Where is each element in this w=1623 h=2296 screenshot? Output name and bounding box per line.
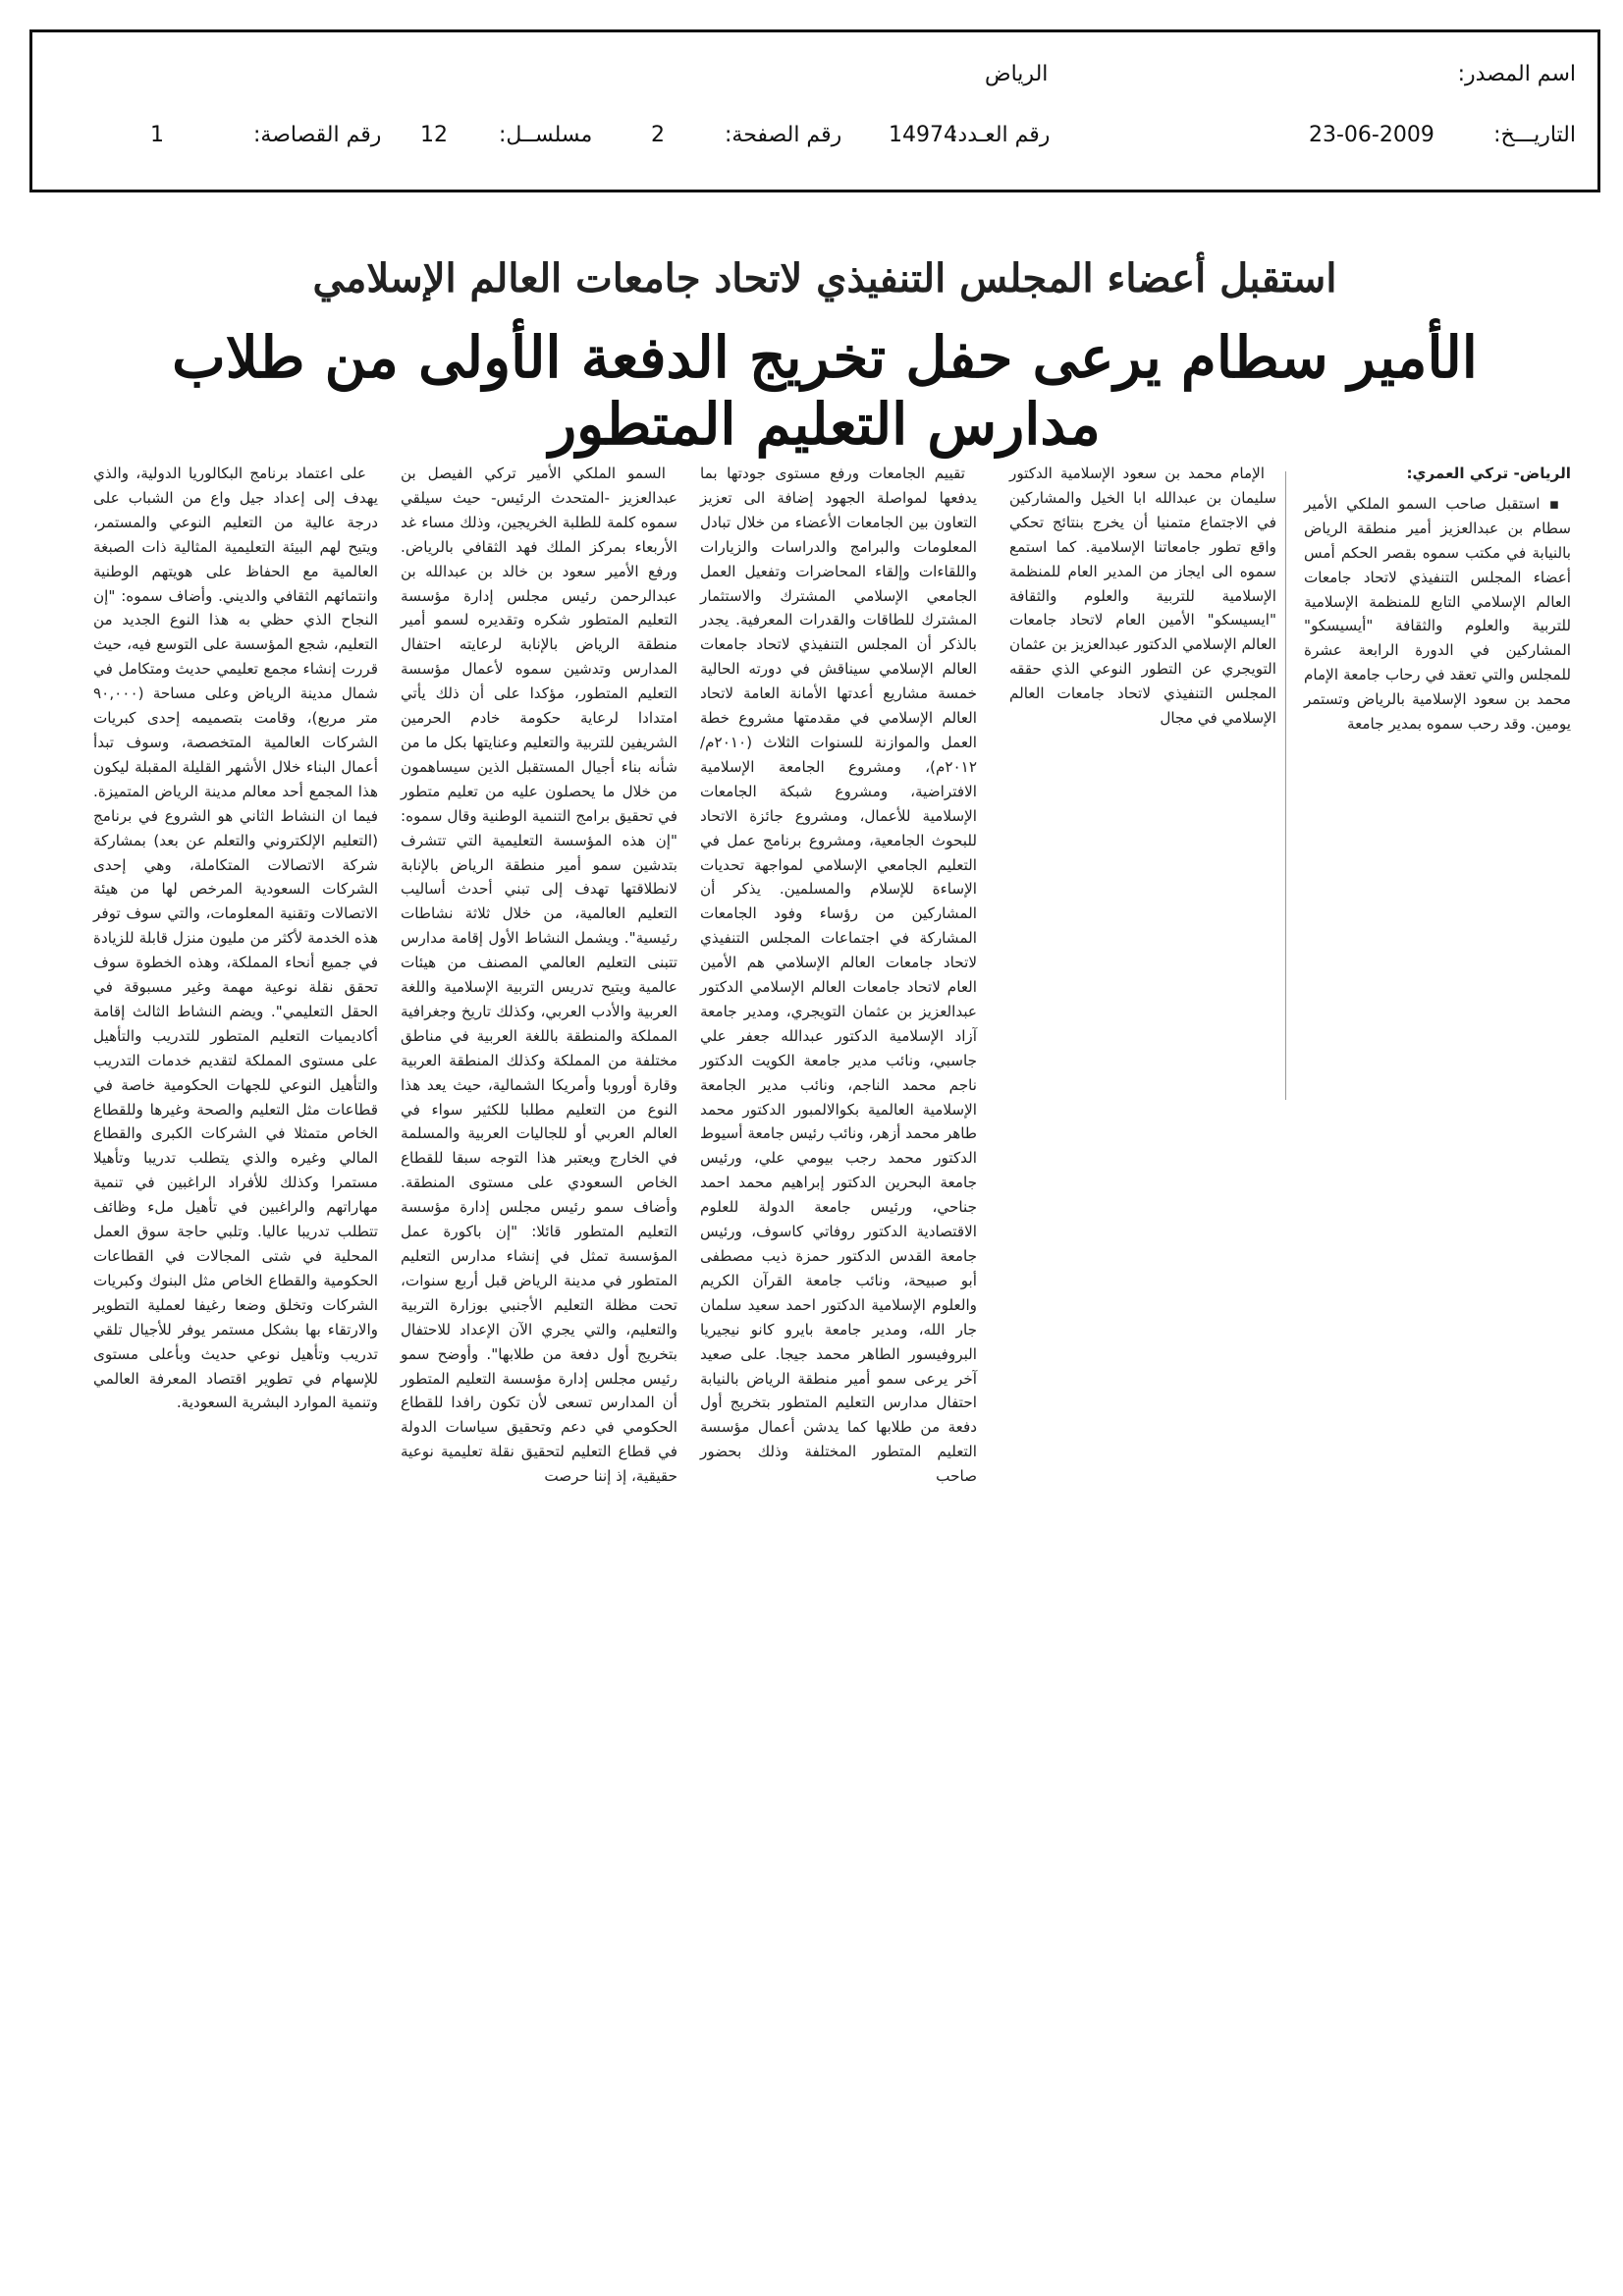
issue-label: رقم العـدد: — [950, 123, 1051, 147]
article-column-1 — [1304, 462, 1571, 737]
article-headline: الأمير سطام يرعى حفل تخريج الدفعة الأولى من طلاب مدارس التعليم المتطور — [172, 324, 1478, 458]
page-value: 2 — [651, 123, 665, 147]
column-text: ▪ استقبل صاحب السمو الملكي الأمير سطام بن عبدالعزيز أمير منطقة الرياض بالنيابة في مكتب سموه بقصر الحكم أمس أعضاء المجلس التنفيذي لاتحاد جامعات العالم الإسلامي التابع للمنظمة الإسلامية للتربية والعلوم والثقافة "أيسيسكو" المشاركين في الدورة الرابعة عشرة للمجلس والتي تعقد في رحاب جامعة الإمام محمد بن سعود الإسلامية بالرياض وتستمر يومين. وقد رحب سموه بمدير جامعة — [1304, 494, 1571, 734]
article-column-5 — [93, 462, 378, 1415]
byline: الرياض- تركي العمري: — [1406, 465, 1571, 482]
column-divider — [1285, 471, 1286, 1100]
date-value: 23-06-2009 — [1309, 123, 1434, 147]
serial-label: مسلســل: — [499, 123, 593, 147]
serial-value: 12 — [420, 123, 448, 147]
source-value: الرياض — [985, 62, 1049, 86]
column-text: السمو الملكي الأمير تركي الفيصل بن عبدالعزيز -المتحدث الرئيس- حيث سيلقي سموه كلمة للطلبة الخريجين، وذلك مساء غد الأربعاء بمركز الملك فهد الثقافي بالرياض. ورفع الأمير سعود بن خالد بن عبدالله بن عبدالرحمن رئيس مجلس إدارة مؤسسة التعليم المتطور شكره وتقديره لسمو أمير منطقة الرياض بالإنابة لرعايته احتفال المدارس وتدشين سموه لأعمال مؤسسة التعليم المتطور، مؤكدا على أن ذلك يأتي امتدادا لرعاية حكومة خادم الحرمين الشريفين للتربية والتعليم وعنايتها بكل ما من شأنه بناء أجيال المستقبل الذين سيساهمون من خلال ما يحصلون عليه من تعليم متطور في تحقيق برامج التنمية الوطنية وقال سموه: "إن هذه المؤسسة التعليمية التي تتشرف بتدشين سمو أمير منطقة الرياض بالإنابة لانطلاقتها تهدف إلى تبني أحدث أساليب التعليم العالمية، من خلال ثلاثة نشاطات رئيسية". ويشمل النشاط الأول إقامة مدارس تتبنى التعليم العالمي المصنف من هيئات عالمية ويتيح تدريس التربية الإسلامية واللغة العربية والأدب العربي، وكذلك تاريخ وجغرافية المملكة والمنطقة باللغة العربية في مناطق مختلفة من المملكة وكذلك المنطقة العربية وقارة أوروبا وأمريكا الشمالية، حيث يعد هذا النوع من التعليم مطلبا للكثير سواء في العالم العربي أو للجاليات العربية والمسلمة في الخارج ويعتبر هذا التوجه سبقا للقطاع الخاص السعودي على مستوى المنطقة. وأضاف سمو رئيس مجلس إدارة مؤسسة التعليم المتطور قائلا: "إن باكورة عمل المؤسسة تمثل في إنشاء مدارس التعليم المتطور في مدينة الرياض قبل أربع سنوات، تحت مظلة التعليم الأجنبي بوزارة التربية والتعليم، والتي يجري الآن الإعداد للاحتفال بتخريج أول دفعة من طلابها". وأوضح سمو رئيس مجلس إدارة مؤسسة التعليم المتطور أن المدارس تسعى لأن تكون رافدا للقطاع الحكومي في دعم وتحقيق سياسات الدولة في قطاع التعليم لتحقيق نقلة تعليمية نوعية حقيقية، إذ إننا حرصت — [401, 465, 677, 1486]
issue-value: 14974 — [889, 123, 957, 147]
clip-value: 1 — [150, 123, 164, 147]
clip-label: رقم القصاصة: — [253, 123, 382, 147]
article-column-4 — [401, 462, 677, 1489]
column-text: تقييم الجامعات ورفع مستوى جودتها بما يدفعها لمواصلة الجهود إضافة الى تعزيز التعاون بين الجامعات الأعضاء من خلال تبادل المعلومات والبرامج والدراسات والزيارات واللقاءات وإلقاء المحاضرات وتفعيل العمل الجامعي الإسلامي المشترك والاستثمار المشترك للطاقات والقدرات المعرفية. يجدر بالذكر أن المجلس التنفيذي لاتحاد جامعات العالم الإسلامي سيناقش في دورته الحالية خمسة مشاريع أعدتها الأمانة العامة لاتحاد العالم الإسلامي في مقدمتها مشروع خطة العمل والموازنة للسنوات الثلاث (٢٠١٠م/٢٠١٢م)، ومشروع الجامعة الإسلامية الافتراضية، ومشروع شبكة الجامعات الإسلامية للأعمال، ومشروع جائزة الاتحاد للبحوث الجامعية، ومشروع برنامج عمل في التعليم الجامعي الإسلامي لمواجهة تحديات الإساءة للإسلام والمسلمين. يذكر أن المشاركين من رؤساء وفود الجامعات المشاركة في اجتماعات المجلس التنفيذي لاتحاد جامعات العالم الإسلامي هم الأمين العام لاتحاد جامعات العالم الإسلامي الدكتور عبدالعزيز بن عثمان التويجري، ومدير جامعة آزاد الإسلامية الدكتور عبدالله جعفر علي جاسبي، ونائب مدير جامعة الكويت الدكتور ناجم محمد الناجم، ونائب مدير الجامعة الإسلامية العالمية بكوالالمبور الدكتور محمد طاهر محمد أزهر، ونائب رئيس جامعة أسيوط الدكتور محمد رجب بيومي علي، ورئيس جامعة البحرين الدكتور إبراهيم محمد احمد جناحي، ورئيس جامعة الدولة للعلوم الاقتصادية الدكتور روفاتي كاسوف، ورئيس جامعة القدس الدكتور حمزة ذيب مصطفى أبو صبيحة، ونائب جامعة القرآن الكريم والعلوم الإسلامية الدكتور احمد سعيد سلمان جار الله، ومدير جامعة بايرو كانو نيجيريا البروفيسور الطاهر محمد جيجا. على صعيد آخر يرعى سمو أمير منطقة الرياض بالنيابة احتفال مدارس التعليم المتطور بتخريج أول دفعة من طلابها كما يدشن أعمال مؤسسة التعليم المتطور المختلفة وذلك بحضور صاحب — [700, 465, 977, 1486]
column-text: على اعتماد برنامج البكالوريا الدولية، والذي يهدف إلى إعداد جيل واع من الشباب على درجة عالية من التعليم النوعي والمستمر، ويتيح لهم البيئة التعليمية المثالية ذات الصبغة العالمية مع الحفاظ على هويتهم الوطنية وانتمائهم الثقافي والديني. وأضاف سموه: "إن النجاح الذي حظي به هذا النوع الجديد من التعليم، شجع المؤسسة على التوسع فيه، حيث قررت إنشاء مجمع تعليمي حديث ومتكامل في شمال مدينة الرياض وعلى مساحة (٩٠,٠٠٠ متر مربع)، وقامت بتصميمه إحدى كبريات الشركات العالمية المتخصصة، وسوف تبدأ أعمال البناء خلال الأشهر القليلة المقبلة ليكون هذا المجمع أحد معالم مدينة الرياض المتميزة. فيما ان النشاط الثاني هو الشروع في برنامج (التعليم الإلكتروني والتعلم عن بعد) بمشاركة شركة الاتصالات المتكاملة، وهي إحدى الشركات السعودية المرخص لها من هيئة الاتصالات وتقنية المعلومات، والتي سوف توفر هذه الخدمة لأكثر من مليون منزل قابلة للزيادة في جميع أنحاء المملكة، وهذه الخطوة سوف تحقق نقلة نوعية مهمة وغير مسبوقة في الحقل التعليمي". ويضم النشاط الثالث إقامة أكاديميات التعليم المتطور للتدريب والتأهيل على مستوى المملكة لتقديم خدمات التدريب والتأهيل النوعي للجهات الحكومية خاصة في قطاعات مثل التعليم والصحة وغيرها وللقطاع الخاص متمثلا في الشركات الكبرى والقطاع المالي وغيره والذي يتطلب تدريبا وتأهيلا مستمرا وكذلك للأفراد الراغبين في تنمية مهاراتهم والراغبين في تأهيل ملء وظائف تتطلب تدريبا عاليا. وتلبي حاجة سوق العمل المحلية في شتى المجالات في القطاعات الحكومية والقطاع الخاص مثل البنوك وكبريات الشركات وتخلق وضعا رغيفا لعملية التطوير والارتقاء بها بشكل مستمر يوفر للأجيال تلقي تدريب وتأهيل نوعي حديث وبأعلى مستوى للإسهام في تطوير اقتصاد المعرفة العالمي وتنمية الموارد البشرية السعودية. — [93, 465, 378, 1412]
column-text: الإمام محمد بن سعود الإسلامية الدكتور سليمان بن عبدالله ابا الخيل والمشاركين في الاجتماع متمنيا أن يخرج بنتائج تحكي واقع تطور جامعاتنا الإسلامية. كما استمع سموه الى ايجاز من المدير العام للمنظمة الإسلامية للتربية والعلوم والثقافة "ايسيسكو" الأمين العام لاتحاد جامعات العالم الإسلامي الدكتور عبدالعزيز بن عثمان التويجري عن التطور النوعي الذي حققه المجلس التنفيذي لاتحاد جامعات العالم الإسلامي في مجال — [1009, 465, 1276, 728]
clipping-header — [29, 29, 1600, 192]
article-column-3 — [700, 462, 977, 1489]
page-label: رقم الصفحة: — [725, 123, 842, 147]
article-column-2 — [1009, 462, 1276, 731]
date-label: التاريـــخ: — [1493, 123, 1576, 147]
source-label: اسم المصدر: — [1457, 62, 1576, 86]
article-kicker: استقبل أعضاء المجلس التنفيذي لاتحاد جامعات العالم الإسلامي — [312, 255, 1337, 301]
